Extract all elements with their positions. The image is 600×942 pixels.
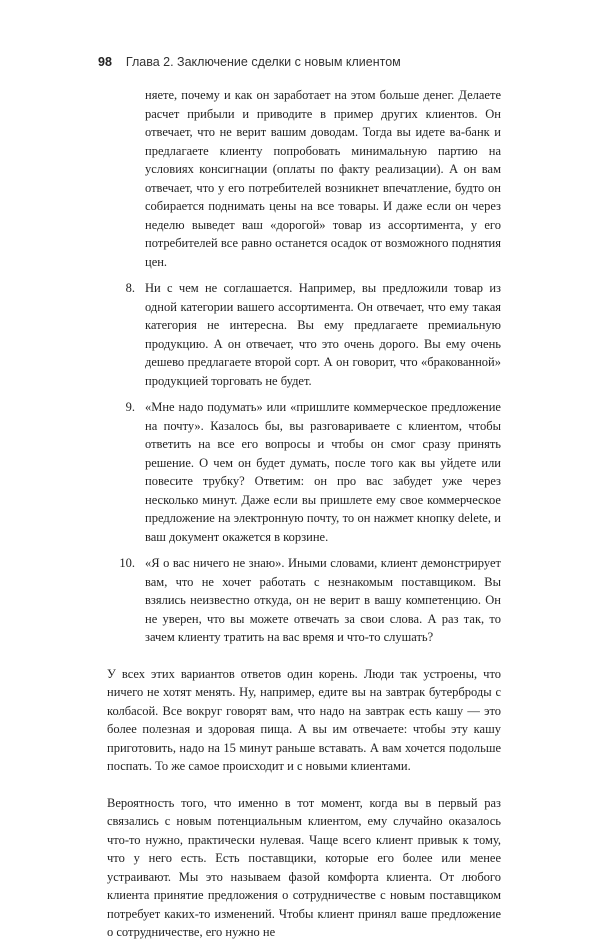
list-item-number: 9. bbox=[125, 400, 135, 414]
list-item-number: 10. bbox=[119, 556, 135, 570]
body-text bbox=[107, 86, 501, 942]
running-header bbox=[98, 55, 538, 69]
list-item bbox=[119, 554, 501, 647]
list-item-text: Ни с чем не соглашается. Например, вы предложили товар из одной категории вашего ассортимента. Он отвечает, что ему такая категория не интересна. Вы ему предлагаете премиальную продукцию. А он отвечает, что это очень дорого. Вы ему очень дешево предлагаете второй сорт. А он говорит, что «бракованной» продукцией торговать не будет. bbox=[145, 281, 501, 388]
list-item-continued: няете, почему и как он заработает на этом больше денег. Делаете расчет прибыли и приводите в пример других клиентов. Он отвечает, что не верит вашим доводам. Тогда вы идете ва-банк и предлагаете клиенту попробовать минимальную партию на условиях консигнации (оплаты по факту реализации). А он вам отвечает, что у его потребителей возникнет впечатление, будто он собирается поднимать цены на все товары. И даже если он через неделю выведет ваш «дорогой» товар из ассортимента, у его потребителей все равно останется осадок от возможного поднятия цен. bbox=[145, 88, 501, 269]
list-item-number: 8. bbox=[125, 281, 135, 295]
paragraph: Вероятность того, что именно в тот момент, когда вы в первый раз связались с новым потенциальным клиентом, ему случайно оказалось что-то нужно, практически нулевая. Чаще всего клиент привык к тому, что у него есть. Есть поставщики, которые его более или менее устраивают. Мы это называем фазой комфорта клиента. От любого клиента принятие предложения о сотрудничестве с новым поставщиком потребует каких-то изменений. Чтобы клиент принял ваше предложение о сотрудничестве, его нужно не bbox=[107, 795, 501, 939]
list-item bbox=[125, 279, 501, 390]
numbered-list bbox=[107, 86, 501, 647]
list-item-text: «Мне надо подумать» или «пришлите коммерческое предложение на почту». Казалось бы, вы разговариваете с клиентом, чтобы ответить на все его вопросы и чтобы он смог сразу принять решение. О чем он будет думать, после того как вы уйдете или повесите трубку? Ответим: он про вас забудет уже через несколько минут. Даже если вы пришлете ему свое коммерческое предложение на электронную почту, то он нажмет кнопку delete, и ваш документ окажется в корзине. bbox=[145, 400, 501, 544]
page-number: 98 bbox=[98, 55, 112, 69]
paragraph: У всех этих вариантов ответов один корень. Люди так устроены, что ничего не хотят менять. Ну, например, едите вы на завтрак бутерброды с колбасой. Все вокруг говорят вам, что надо на завтрак есть кашу — это более полезная и здоровая пища. А вы им отвечаете: чтобы эту кашу приготовить, надо на 15 минут раньше вставать. А вам хочется подольше поспать. То же самое происходит и с новыми клиентами. bbox=[107, 666, 501, 773]
list-item bbox=[125, 398, 501, 546]
chapter-title: Глава 2. Заключение сделки с новым клиентом bbox=[125, 55, 401, 69]
list-item-text: «Я о вас ничего не знаю». Иными словами, клиент демонстрирует вам, что не хочет работать с незнакомым поставщиком. Вы взялись неизвестно откуда, он не верит в вашу компетенцию. Он не уверен, что вы можете отвечать за свои слова. А раз так, то зачем клиенту тратить на вас время и что-то слушать? bbox=[145, 556, 501, 644]
